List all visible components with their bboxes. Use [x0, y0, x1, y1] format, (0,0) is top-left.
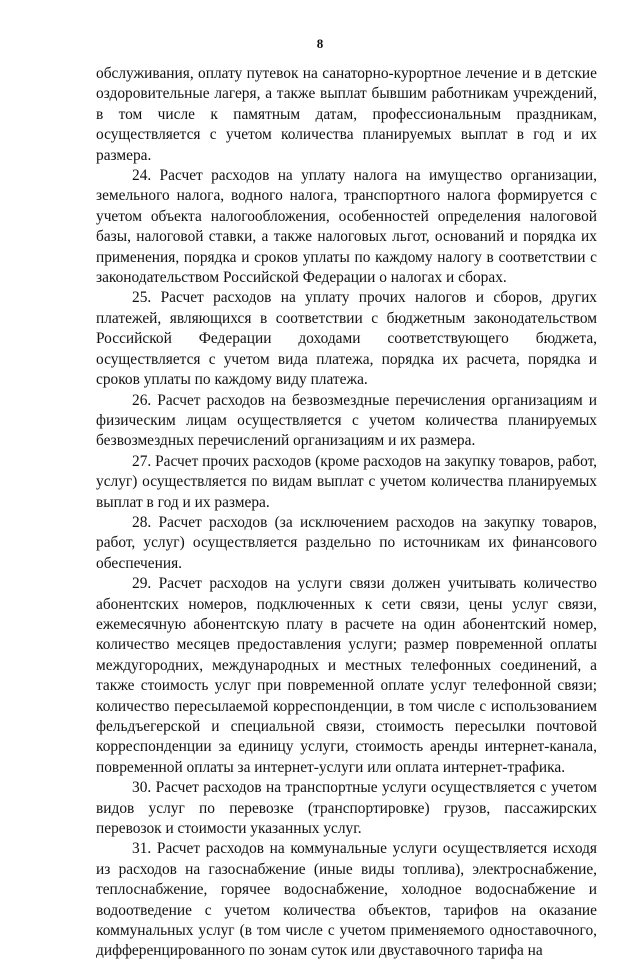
paragraph-25: 25. Расчет расходов на уплату прочих налогов и сборов, других платежей, являющихся в соответствии с бюджетным законодательством Российской Федерации доходами соответствующего бюджета, осуществляется с учетом вида платежа, порядка их расчета, порядка и сроков уплаты по каждому виду платежа. — [96, 289, 597, 389]
paragraph-26: 26. Расчет расходов на безвозмездные перечисления организациям и физическим лицам осуществляется с учетом количества планируемых безвозмездных перечислений организациям и их размера. — [96, 391, 597, 450]
paragraph-31: 31. Расчет расходов на коммунальные услуги осуществляется исходя из расходов на газоснабжение (иные виды топлива), электроснабжение, теплоснабжение, горячее водоснабжение, холодное водоснабжение и водоотведение с учетом количества объектов, тарифов на оказание коммунальных услуг (в том числе с учетом применяемого одноставочного, дифференцированного по зонам суток или двуставочного тарифа на — [96, 840, 597, 960]
paragraph-27: 27. Расчет прочих расходов (кроме расходов на закупку товаров, работ, услуг) осуществляется по видам выплат с учетом количества планируемых выплат в год и их размера. — [96, 452, 597, 511]
page-number: 8 — [316, 36, 324, 51]
paragraph-29: 29. Расчет расходов на услуги связи должен учитывать количество абонентских номеров, подключенных к сети связи, цены услуг связи, ежемесячную абонентскую плату в расчете на один абонентский номер, количество месяцев предоставления услуги; размер повременной оплаты междугородних, международных и местных телефонных соединений, а также стоимость услуг при повременной оплате услуг телефонной связи; количество пересылаемой корреспонденции, в том числе с использованием фельдъегерской и специальной связи, стоимость пересылки почтовой корреспонденции за единицу услуги, стоимость аренды интернет-канала, повременной оплаты за интернет-услуги или оплата интернет-трафика. — [96, 575, 597, 776]
paragraph-30: 30. Расчет расходов на транспортные услуги осуществляется с учетом видов услуг по перевозке (транспортировке) грузов, пассажирских перевозок и стоимости указанных услуг. — [96, 779, 597, 838]
paragraph-28: 28. Расчет расходов (за исключением расходов на закупку товаров, работ, услуг) осуществляется раздельно по источникам их финансового обеспечения. — [96, 513, 597, 572]
paragraph-24: 24. Расчет расходов на уплату налога на имущество организации, земельного налога, водного налога, транспортного налога формируется с учетом объекта налогообложения, особенностей определения налоговой базы, налоговой ставки, а также налоговых льгот, оснований и порядка их применения, порядка и сроков уплаты по каждому налогу в соответствии с законодательством Российской Федерации о налогах и сборах. — [96, 167, 597, 287]
document-body — [96, 64, 597, 962]
paragraph-continuation: обслуживания, оплату путевок на санаторно-курортное лечение и в детские оздоровительные лагеря, а также выплат бывшим работникам учреждений, в том числе к памятным датам, профессиональным праздникам, осуществляется с учетом количества планируемых выплат в год и их размера. — [96, 65, 597, 164]
